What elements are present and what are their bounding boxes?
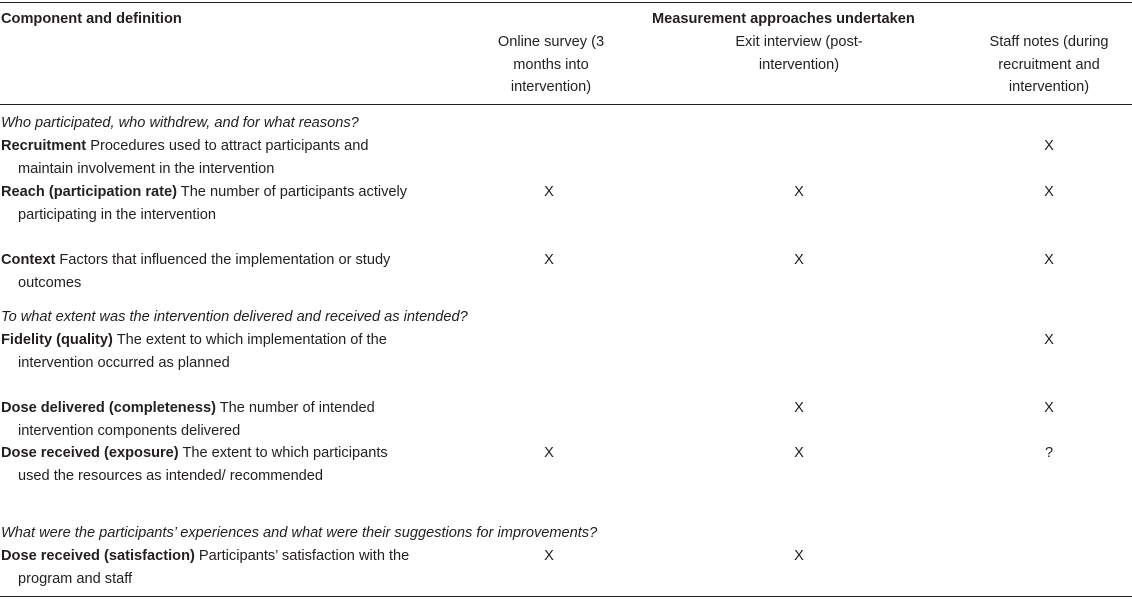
mark-staff-notes: X (1044, 332, 1054, 348)
component-definition: The number of participants actively participating in the intervention (18, 184, 408, 223)
column-header-exit-interview: Exit interview (post-intervention) (735, 34, 863, 73)
table-top-rule (0, 2, 1132, 3)
component-definition: Participants’ satisfaction with the program and staff (18, 548, 410, 587)
header-rule (0, 104, 1132, 105)
mark-exit-interview: X (794, 252, 804, 268)
column-header-staff-notes: Staff notes (during recruitment and intervention) (989, 34, 1109, 95)
section-question: Who participated, who withdrew, and for what reasons? (1, 115, 359, 131)
mark-exit-interview: X (794, 445, 804, 461)
component-term: Dose received (exposure) (1, 445, 179, 461)
table-row-dose-received-exposure (1, 442, 418, 487)
mark-online-survey: X (544, 548, 554, 564)
component-term: Reach (participation rate) (1, 184, 177, 200)
table-row-context (1, 249, 418, 294)
table-row-reach (1, 181, 418, 226)
component-term: Dose received (satisfaction) (1, 548, 195, 564)
table-row-dose-delivered (1, 397, 418, 442)
component-definition: The number of intended intervention components delivered (18, 400, 375, 439)
table-bottom-rule (0, 596, 1132, 597)
mark-exit-interview: X (794, 548, 804, 564)
component-definition: Factors that influenced the implementation or study outcomes (18, 252, 391, 291)
section-question: To what extent was the intervention delivered and received as intended? (1, 309, 468, 325)
table-row-recruitment (1, 135, 418, 180)
mark-staff-notes: X (1044, 184, 1054, 200)
mark-staff-notes: X (1044, 252, 1054, 268)
mark-exit-interview: X (794, 400, 804, 416)
component-term: Context (1, 252, 56, 268)
component-definition: The extent to which participants used the resources as intended/ recommended (18, 445, 388, 484)
component-definition: The extent to which implementation of the intervention occurred as planned (18, 332, 387, 371)
component-term: Dose delivered (completeness) (1, 400, 216, 416)
mark-staff-notes: X (1044, 138, 1054, 154)
column-header-online-survey: Online survey (3 months into intervention) (497, 34, 605, 95)
component-term: Fidelity (quality) (1, 332, 113, 348)
mark-online-survey: X (544, 252, 554, 268)
component-definition: Procedures used to attract participants and maintain involvement in the intervention (18, 138, 369, 177)
measurement-group-header: Measurement approaches undertaken (652, 11, 915, 27)
component-term: Recruitment (1, 138, 87, 154)
mark-exit-interview: X (794, 184, 804, 200)
table-row-fidelity (1, 329, 418, 374)
mark-online-survey: X (544, 184, 554, 200)
mark-staff-notes: ? (1044, 445, 1054, 461)
table-row-dose-received-satisfaction (1, 545, 418, 590)
mark-staff-notes: X (1044, 400, 1054, 416)
section-question: What were the participants’ experiences and what were their suggestions for improvements? (1, 525, 598, 541)
mark-online-survey: X (544, 445, 554, 461)
component-column-header: Component and definition (1, 11, 182, 27)
